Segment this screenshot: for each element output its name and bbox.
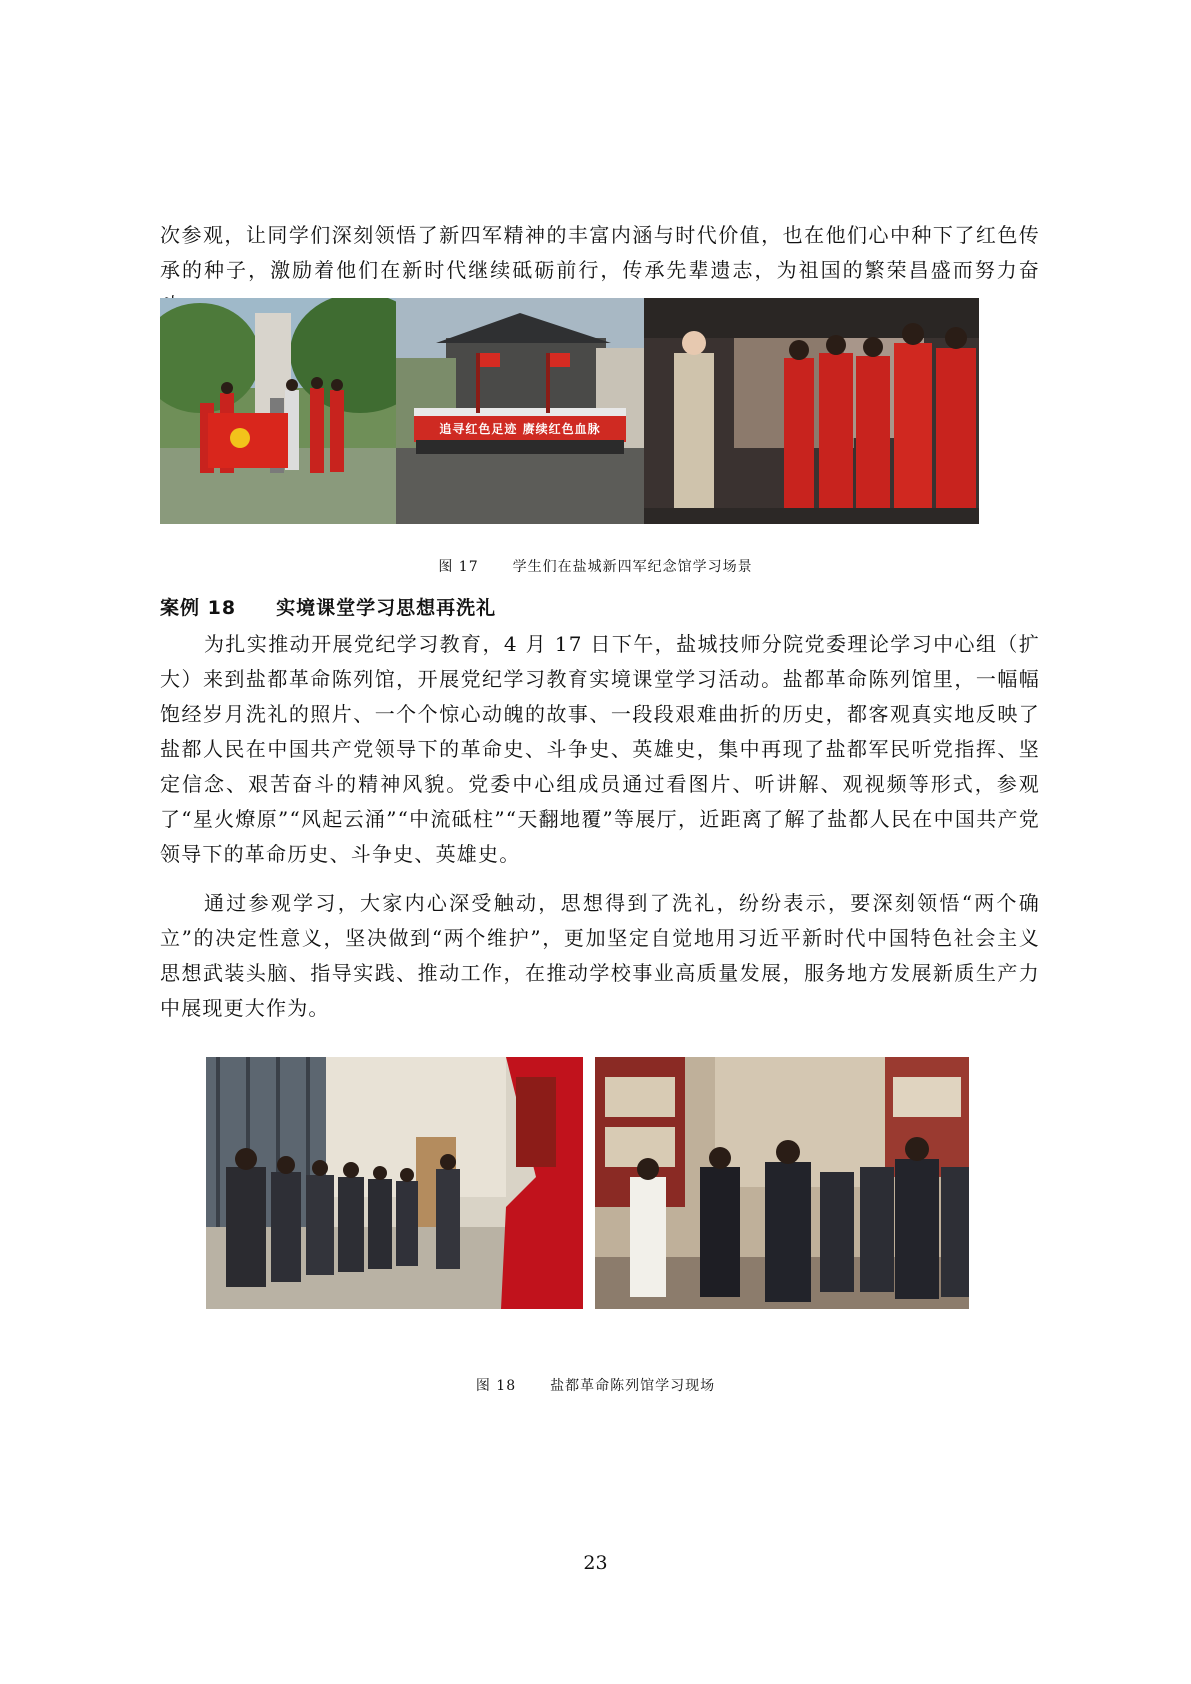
case-18-heading (160, 593, 496, 620)
figure-18-number: 图 18 (475, 1378, 517, 1394)
photo-group-in-lobby (206, 1057, 583, 1309)
figure-18-caption (0, 1375, 1191, 1395)
case-18-paragraph-1: 为扎实推动开展党纪学习教育，4 月 17 日下午，盐城技师分院党委理论学习中心组（扩大）来到盐都革命陈列馆，开展党纪学习教育实境课堂学习活动。盐都革命陈列馆里，一幅幅饱经岁月洗礼的照片、一个个惊心动魄的故事、一段段艰难曲折的历史，都客观真实地反映了盐都人民在中国共产党领导下的革命史、斗争史、英雄史，集中再现了盐都军民听党指挥、坚定信念、艰苦奋斗的精神风貌。党委中心组成员通过看图片、听讲解、观视频等形式，参观了“星火燎原”“风起云涌”“中流砥柱”“天翻地覆”等展厅，近距离了解了盐都人民在中国共产党领导下的革命历史、斗争史、英雄史。 (160, 632, 1040, 866)
page-number: 23 (583, 1552, 608, 1574)
figure-17-caption (0, 556, 1191, 576)
photo-students-with-flag (160, 298, 396, 524)
case-18-paragraph-2: 通过参观学习，大家内心深受触动，思想得到了洗礼，纷纷表示，要深刻领悟“两个确立”的决定性意义，坚决做到“两个维护”，更加坚定自觉地用习近平新时代中国特色社会主义思想武装头脑、指导实践、推动工作，在推动学校事业高质量发展，服务地方发展新质生产力中展现更大作为。 (160, 891, 1040, 1020)
banner-slogan: 追寻红色足迹 赓续红色血脉 (439, 422, 601, 436)
figure-17-number: 图 17 (438, 559, 479, 575)
figure-18-caption-text: 盐都革命陈列馆学习现场 (550, 1378, 716, 1394)
case-18-number: 案例 18 (160, 597, 237, 619)
intro-paragraph: 次参观，让同学们深刻领悟了新四军精神的丰富内涵与时代价值，也在他们心中种下了红色传承的种子，激励着他们在新时代继续砥砺前行，传承先辈遗志，为祖国的繁荣昌盛而努力奋 (160, 223, 1040, 282)
photo-guide-in-exhibition-hall (595, 1057, 969, 1309)
photo-guide-explaining-exhibit (644, 298, 979, 524)
figure-17-caption-text: 学生们在盐城新四军纪念馆学习场景 (512, 559, 753, 575)
case-18-title: 实境课堂学习思想再洗礼 (276, 597, 497, 619)
photo-students-with-banner (396, 298, 644, 524)
